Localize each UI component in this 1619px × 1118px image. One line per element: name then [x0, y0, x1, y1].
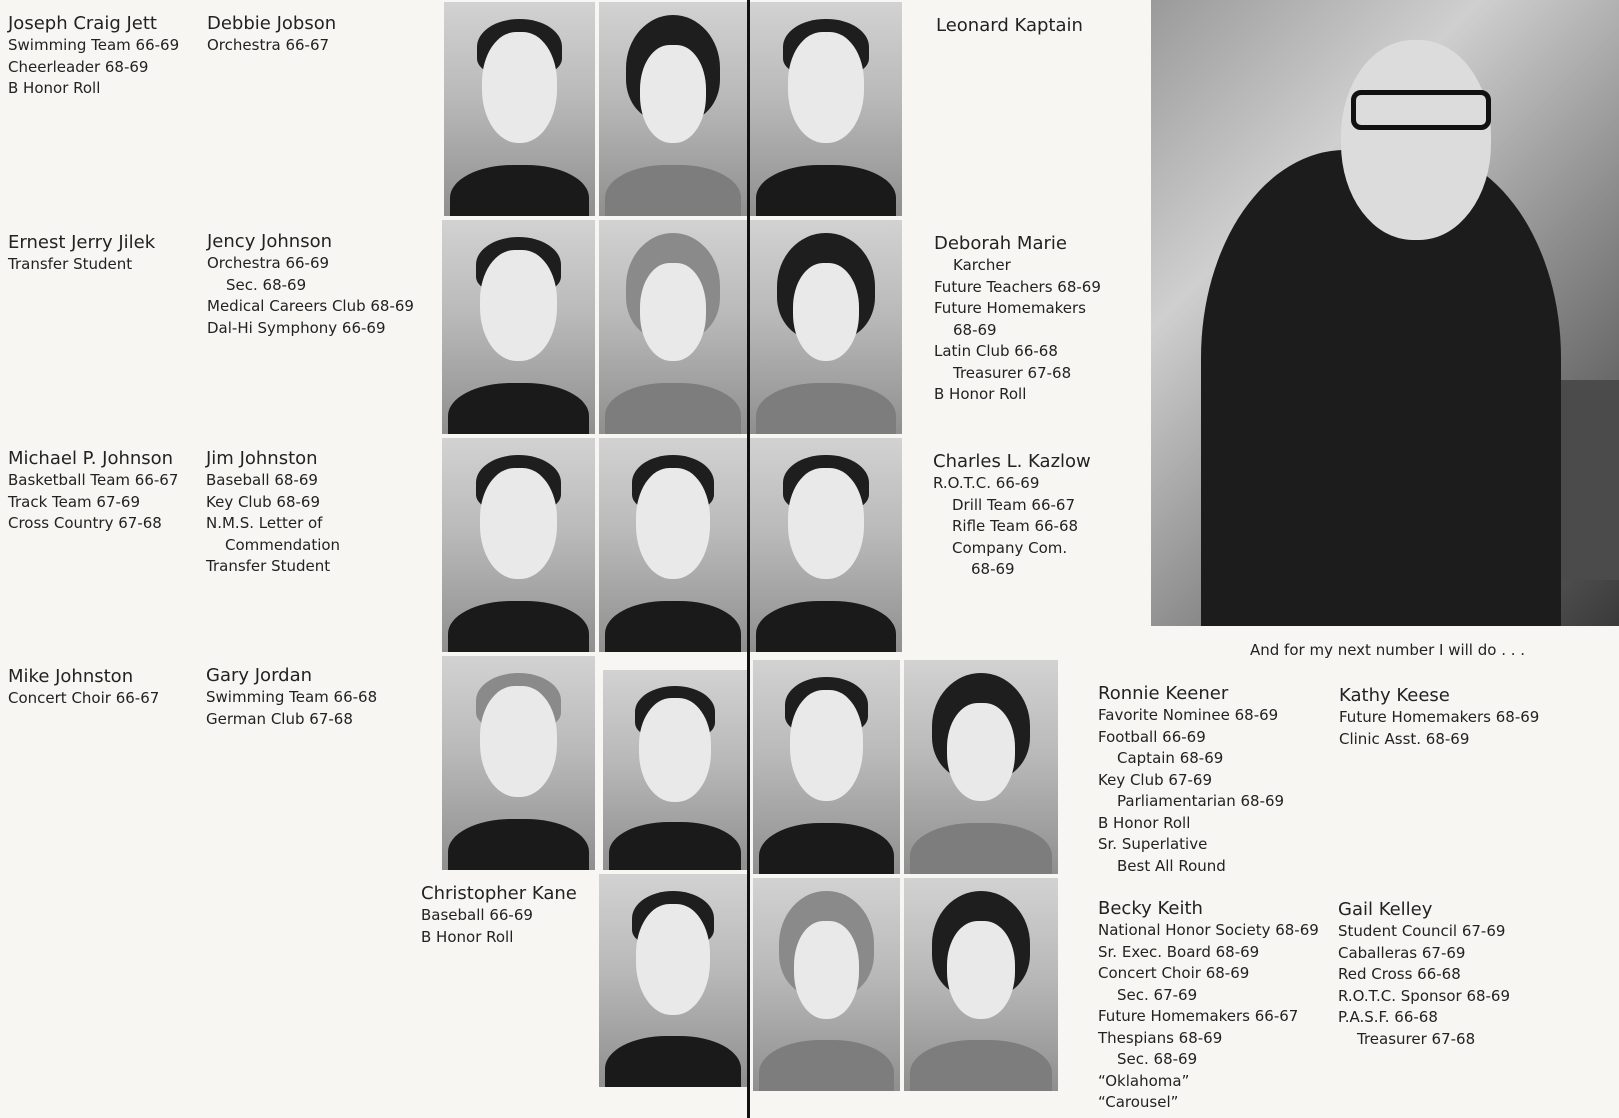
- activity-line: Orchestra 66-69: [207, 254, 330, 272]
- portrait-photo: [603, 670, 747, 870]
- activity-line: National Honor Society 68-69: [1098, 921, 1319, 939]
- activity-line: Treasurer 67-68: [953, 363, 1072, 382]
- portrait-photo: [599, 220, 747, 434]
- activity-line: 68-69: [971, 560, 1015, 578]
- activity-line: B Honor Roll: [421, 927, 514, 946]
- student-entry: [934, 232, 1101, 406]
- activity-line: Clinic Asst. 68-69: [1339, 729, 1470, 748]
- activity-line: Basketball Team 66-67: [8, 471, 179, 489]
- activity-line: Concert Choir 66-67: [8, 689, 160, 707]
- activity-line: Parliamentarian 68-69: [1117, 792, 1285, 810]
- activity-line: Sec. 68-69: [226, 275, 307, 294]
- portrait-photo: [753, 660, 900, 874]
- activity-line: Treasurer 67-68: [1357, 1029, 1476, 1048]
- activity-line: Favorite Nominee 68-69: [1098, 706, 1279, 724]
- activity-line: Commendation: [225, 535, 341, 554]
- teacher-photo: [1151, 0, 1619, 626]
- student-entry: [933, 450, 1091, 581]
- activity-line: “Carousel”: [1098, 1093, 1179, 1111]
- activity-line: R.O.T.C. 66-69: [933, 474, 1040, 492]
- student-entry: [206, 447, 340, 578]
- student-name: Debbie Jobson: [207, 13, 337, 34]
- portrait-photo: [442, 220, 595, 434]
- student-name: Gail Kelley: [1338, 899, 1433, 920]
- student-name: Charles L. Kazlow: [933, 451, 1091, 472]
- activity-line: Sr. Exec. Board 68-69: [1098, 942, 1260, 961]
- student-entry: [1098, 682, 1284, 877]
- page-gutter: [747, 0, 750, 1118]
- activity-line: “Oklahoma”: [1098, 1071, 1190, 1090]
- portrait-photo: [753, 878, 900, 1091]
- activity-line: Drill Team 66-67: [952, 495, 1075, 514]
- activity-line: P.A.S.F. 66-68: [1338, 1008, 1438, 1026]
- portrait-photo: [904, 878, 1058, 1091]
- activity-line: Key Club 68-69: [206, 492, 320, 511]
- activity-line: Student Council 67-69: [1338, 922, 1506, 940]
- student-entry: [8, 447, 178, 535]
- portrait-photo: [444, 2, 595, 216]
- student-entry: [8, 665, 159, 710]
- activity-line: Baseball 68-69: [206, 471, 318, 489]
- student-name: Deborah Marie: [934, 233, 1067, 254]
- student-name: Leonard Kaptain: [936, 15, 1083, 36]
- activity-line: Concert Choir 68-69: [1098, 964, 1250, 982]
- portrait-photo: [442, 438, 595, 652]
- student-entry: [1339, 684, 1539, 750]
- activity-line: Cross Country 67-68: [8, 514, 162, 532]
- portrait-photo: [750, 220, 902, 434]
- student-name: Kathy Keese: [1339, 685, 1450, 706]
- activity-line: N.M.S. Letter of: [206, 514, 323, 532]
- student-name: Ernest Jerry Jilek: [8, 232, 156, 253]
- activity-line: B Honor Roll: [8, 79, 101, 97]
- student-entry: [936, 14, 1083, 37]
- portrait-photo: [750, 2, 902, 216]
- student-entry: [206, 664, 377, 730]
- activity-line: Transfer Student: [206, 557, 331, 575]
- activity-line: Latin Club 66-68: [934, 342, 1058, 360]
- activity-line: Cheerleader 68-69: [8, 57, 149, 76]
- student-name: Jim Johnston: [206, 448, 318, 469]
- photo-caption: And for my next number I will do . . .: [1250, 641, 1526, 659]
- activity-line: Future Teachers 68-69: [934, 277, 1101, 296]
- activity-line: Medical Careers Club 68-69: [207, 297, 414, 315]
- activity-line: Future Homemakers: [934, 299, 1086, 317]
- activity-line: Best All Round: [1117, 856, 1226, 875]
- student-entry: [8, 12, 179, 100]
- activity-line: Key Club 67-69: [1098, 770, 1212, 789]
- portrait-photo: [442, 656, 595, 870]
- portrait-photo: [599, 438, 747, 652]
- activity-line: Sec. 68-69: [1117, 1050, 1198, 1068]
- portrait-photo: [599, 874, 747, 1087]
- student-name: Gary Jordan: [206, 665, 313, 686]
- student-entry: [207, 12, 336, 57]
- activity-line: Sec. 67-69: [1117, 985, 1198, 1004]
- activity-line: Rifle Team 66-68: [952, 517, 1079, 535]
- activity-line: Captain 68-69: [1117, 749, 1224, 767]
- portrait-photo: [904, 660, 1058, 874]
- student-entry: [1098, 897, 1319, 1114]
- student-name: Michael P. Johnson: [8, 448, 174, 469]
- activity-line: Caballeras 67-69: [1338, 943, 1466, 962]
- activity-line: Sr. Superlative: [1098, 835, 1208, 853]
- student-entry: [1338, 898, 1510, 1050]
- activity-line: Swimming Team 66-68: [206, 688, 378, 706]
- activity-line: Swimming Team 66-69: [8, 36, 180, 54]
- activity-line: B Honor Roll: [1098, 813, 1191, 832]
- student-entry: [207, 230, 414, 339]
- activity-line: Baseball 66-69: [421, 906, 533, 924]
- activity-line: Dal-Hi Symphony 66-69: [207, 318, 386, 337]
- activity-line: B Honor Roll: [934, 385, 1027, 403]
- activity-line: Football 66-69: [1098, 727, 1206, 746]
- student-name: Jency Johnson: [207, 231, 332, 252]
- student-name: Joseph Craig Jett: [8, 13, 157, 34]
- student-name: Ronnie Keener: [1098, 683, 1229, 704]
- activity-line: R.O.T.C. Sponsor 68-69: [1338, 986, 1511, 1005]
- activity-line: 68-69: [953, 320, 997, 339]
- activity-line: Transfer Student: [8, 255, 133, 273]
- portrait-photo: [599, 2, 747, 216]
- activity-line: Future Homemakers 66-67: [1098, 1007, 1299, 1025]
- student-name: Mike Johnston: [8, 666, 134, 687]
- activity-line: Thespians 68-69: [1098, 1028, 1223, 1047]
- activity-line: Track Team 67-69: [8, 492, 141, 511]
- portrait-photo: [750, 438, 902, 652]
- student-name: Becky Keith: [1098, 898, 1203, 919]
- activity-line: Future Homemakers 68-69: [1339, 708, 1540, 726]
- activity-line: German Club 67-68: [206, 709, 353, 728]
- student-entry: [8, 231, 155, 276]
- student-name: Christopher Kane: [421, 883, 577, 904]
- activity-line: Orchestra 66-67: [207, 36, 330, 54]
- activity-line: Red Cross 66-68: [1338, 965, 1461, 983]
- activity-line: Company Com.: [952, 538, 1068, 557]
- activity-line: Karcher: [953, 256, 1011, 274]
- student-entry: [421, 882, 577, 948]
